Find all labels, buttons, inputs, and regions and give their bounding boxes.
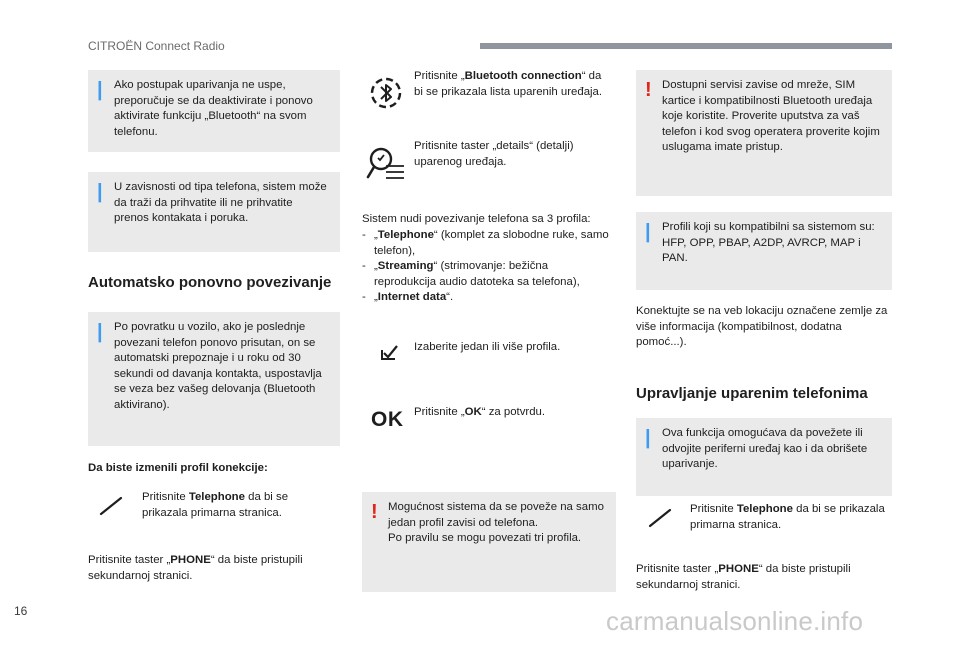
list-item: - „Telephone“ (komplet za slobodne ruke, samo telefon), (362, 229, 609, 257)
info-box-manage (636, 418, 892, 496)
checkbox-icon (378, 343, 400, 363)
step-phone-button: Pritisnite taster „PHONE“ da biste pristupili sekundarnoj stranici. (88, 554, 303, 582)
watermark: carmanualsonline.info (606, 606, 864, 636)
warning-box-profile (362, 492, 616, 592)
step-telephone: Pritisnite Telephone da bi se prikazala primarna stranica. (690, 503, 885, 531)
list-item: - „Streaming“ (strimovanje: bežična reprodukcija audio datoteka sa telefona), (362, 260, 580, 288)
info-box-contacts (88, 172, 340, 252)
running-header: CITROËN Connect Radio (88, 39, 225, 53)
info-text: U zavisnosti od tipa telefona, sistem može da traži da prihvatite ili ne prihvatite prenos kontakata i poruka. (114, 181, 327, 225)
step-bluetooth-connection: Pritisnite „Bluetooth connection“ da bi se prikazala lista uparenih uređaja. (414, 70, 603, 98)
info-icon: | (97, 79, 103, 101)
step-details: Pritisnite taster „details“ (detalji) uparenog uređaja. (414, 140, 574, 168)
bluetooth-search-icon (368, 72, 404, 114)
ok-icon: OK (371, 408, 404, 431)
page-number: 16 (14, 604, 28, 618)
list-item: - „Internet data“. (362, 291, 454, 304)
handset-icon (99, 495, 125, 517)
warning-icon: ! (371, 501, 378, 523)
warning-icon: ! (645, 79, 652, 101)
info-icon: | (645, 221, 651, 243)
profiles-intro: Sistem nudi povezivanje telefona sa 3 profila: (362, 213, 591, 225)
subheading-change-profile: Da biste izmenili profil konekcije: (88, 462, 268, 474)
profiles-list (362, 228, 612, 306)
info-icon: | (97, 321, 103, 343)
step-ok: Pritisnite „OK“ za potvrdu. (414, 406, 546, 418)
warning-box-services (636, 70, 892, 196)
handset-icon (648, 507, 674, 529)
step-telephone: Pritisnite Telephone da bi se prikazala primarna stranica. (142, 491, 289, 519)
details-icon (366, 144, 406, 184)
info-icon: | (645, 427, 651, 449)
warning-text: Po pravilu se mogu povezati tri profila. (388, 532, 582, 545)
info-text: Ako postupak uparivanja ne uspe, preporučuje se da deaktivirate i ponovo aktivirate funkciju „Bluetooth“ na svom telefonu. (114, 79, 313, 138)
website-note: Konektujte se na veb lokaciju označene zemlje za više informacija (kompatibilnost, dodatna pomoć...). (636, 305, 888, 349)
info-icon: | (97, 181, 103, 203)
heading-manage-paired: Upravljanje uparenim telefonima (636, 385, 868, 402)
warning-text: Mogućnost sistema da se poveže na samo jedan profil zavisi od telefona. (388, 501, 604, 529)
info-box-profiles (636, 212, 892, 290)
step-select-profile: Izaberite jedan ili više profila. (414, 341, 561, 353)
header-bar (480, 43, 892, 49)
info-box-pairing-fail (88, 70, 340, 152)
step-phone-button: Pritisnite taster „PHONE“ da biste pristupili sekundarnoj stranici. (636, 563, 851, 591)
heading-auto-reconnect: Automatsko ponovno povezivanje (88, 274, 332, 291)
warning-text: Dostupni servisi zavise od mreže, SIM kartice i kompatibilnosti Bluetooth uređaja koje koristite. Proverite uputstva za vaš telefon i kod svog operatera proverite kojim uslugama imate pristup. (662, 79, 880, 154)
info-text: Profili koji su kompatibilni sa sistemom su: HFP, OPP, PBAP, A2DP, AVRCP, MAP i PAN. (662, 221, 875, 265)
info-text: Ova funkcija omogućava da povežete ili odvojite periferni uređaj kao i da obrišete uparivanje. (662, 427, 868, 471)
info-text: Po povratku u vozilo, ako je poslednje povezani telefon ponovo prisutan, on se automatski prepoznaje i u roku od 30 sekundi od davanja kontakta, uspostavlja se veza bez vašeg delovanja (Bluetooth aktivirano). (114, 321, 322, 411)
info-box-auto-reconnect (88, 312, 340, 446)
